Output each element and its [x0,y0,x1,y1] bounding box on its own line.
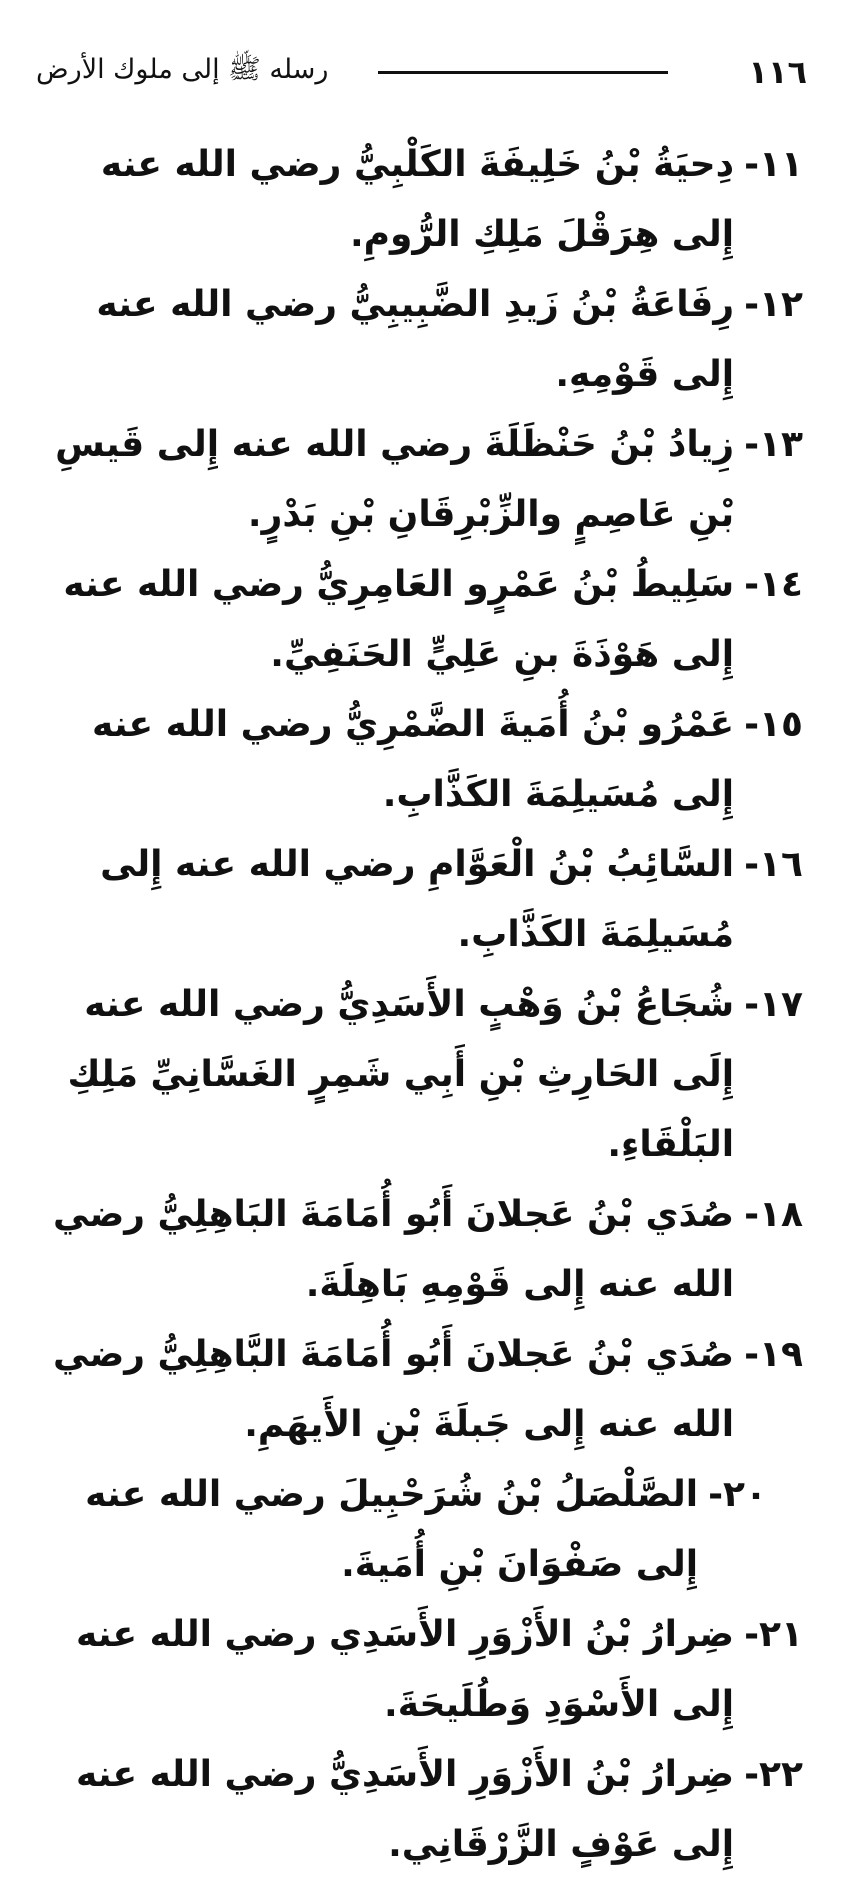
list-item [36,970,807,1180]
item-text: ضِرارُ بْنُ الأَزْوَرِ الأَسَدِي رضي الله عنه إِلى الأَسْوَدِ وَطُلَيحَةَ. [75,1614,735,1725]
list-item [36,1180,807,1320]
item-text: سَلِيطُ بْنُ عَمْرٍو العَامِرِيُّ رضي الله عنه إِلى هَوْذَةَ بنِ عَلِيٍّ الحَنَفِيِّ. [63,564,735,675]
item-text: رِفَاعَةُ بْنُ زَيدِ الضَّبِيبِيُّ رضي الله عنه إِلى قَوْمِهِ. [96,284,735,395]
item-text: دِحيَةُ بْنُ خَلِيفَةَ الكَلْبِيُّ رضي الله عنه إِلى هِرَقْلَ مَلِكِ الرُّومِ. [100,144,735,255]
item-text: شُجَاعُ بْنُ وَهْبٍ الأَسَدِيُّ رضي الله عنه إِلَى الحَارِثِ بْنِ أَبِي شَمِرٍ الغَسَّانِيِّ مَلِكِ البَلْقَاءِ. [67,984,735,1165]
item-number: ٢٢- [744,1754,803,1795]
list-item [36,1460,807,1600]
item-number: ١٣- [744,424,803,465]
item-number: ١٧- [744,984,803,1025]
list-item [36,550,807,690]
item-text: زِيادُ بْنُ حَنْظَلَةَ رضي الله عنه إِلى قَيسِ بْنِ عَاصِمٍ والزِّبْرِقَانِ بْنِ بَدْرٍ. [55,424,735,535]
list-item [36,1320,807,1460]
envoys-list [36,130,807,1880]
list-item [36,1600,807,1740]
header-rule [378,71,668,74]
item-text: عَمْرُو بْنُ أُمَيةَ الضَّمْرِيُّ رضي الله عنه إِلى مُسَيلِمَةَ الكَذَّابِ. [92,704,735,815]
item-number: ١٩- [744,1334,803,1375]
item-text: ضِرارُ بْنُ الأَزْوَرِ الأَسَدِيُّ رضي الله عنه إِلى عَوْفٍ الزَّرْقَانِي. [75,1754,735,1865]
item-number: ١٥- [744,704,803,745]
item-text: السَّائِبُ بْنُ الْعَوَّامِ رضي الله عنه إِلى مُسَيلِمَةَ الكَذَّابِ. [100,844,735,955]
list-item [36,130,807,270]
item-text: صُدَي بْنُ عَجلانَ أَبُو أُمَامَةَ البَّاهِلِيُّ رضي الله عنه إِلى جَبلَةَ بْنِ الأَيهَمِ. [53,1334,735,1445]
item-text: صُدَي بْنُ عَجلانَ أَبُو أُمَامَةَ البَاهِلِيُّ رضي الله عنه إِلى قَوْمِهِ بَاهِلَةَ. [53,1194,735,1305]
list-item [36,270,807,410]
item-number: ١٤- [744,564,803,605]
running-title: رسله ﷺ إلى ملوك الأرض [36,54,329,85]
item-number: ٢٠- [708,1474,767,1515]
list-item [36,690,807,830]
page-header [36,42,807,102]
item-number: ١١- [744,144,803,185]
item-number: ١٢- [744,284,803,325]
item-text: الصَّلْصَلُ بْنُ شُرَحْبِيلَ رضي الله عنه إِلى صَفْوَانَ بْنِ أُمَيةَ. [85,1474,699,1585]
page-number: ١١٦ [748,53,807,91]
item-number: ٢١- [744,1614,803,1655]
list-item [36,830,807,970]
list-item [36,410,807,550]
list-item [36,1740,807,1880]
item-number: ١٨- [744,1194,803,1235]
item-number: ١٦- [744,844,803,885]
